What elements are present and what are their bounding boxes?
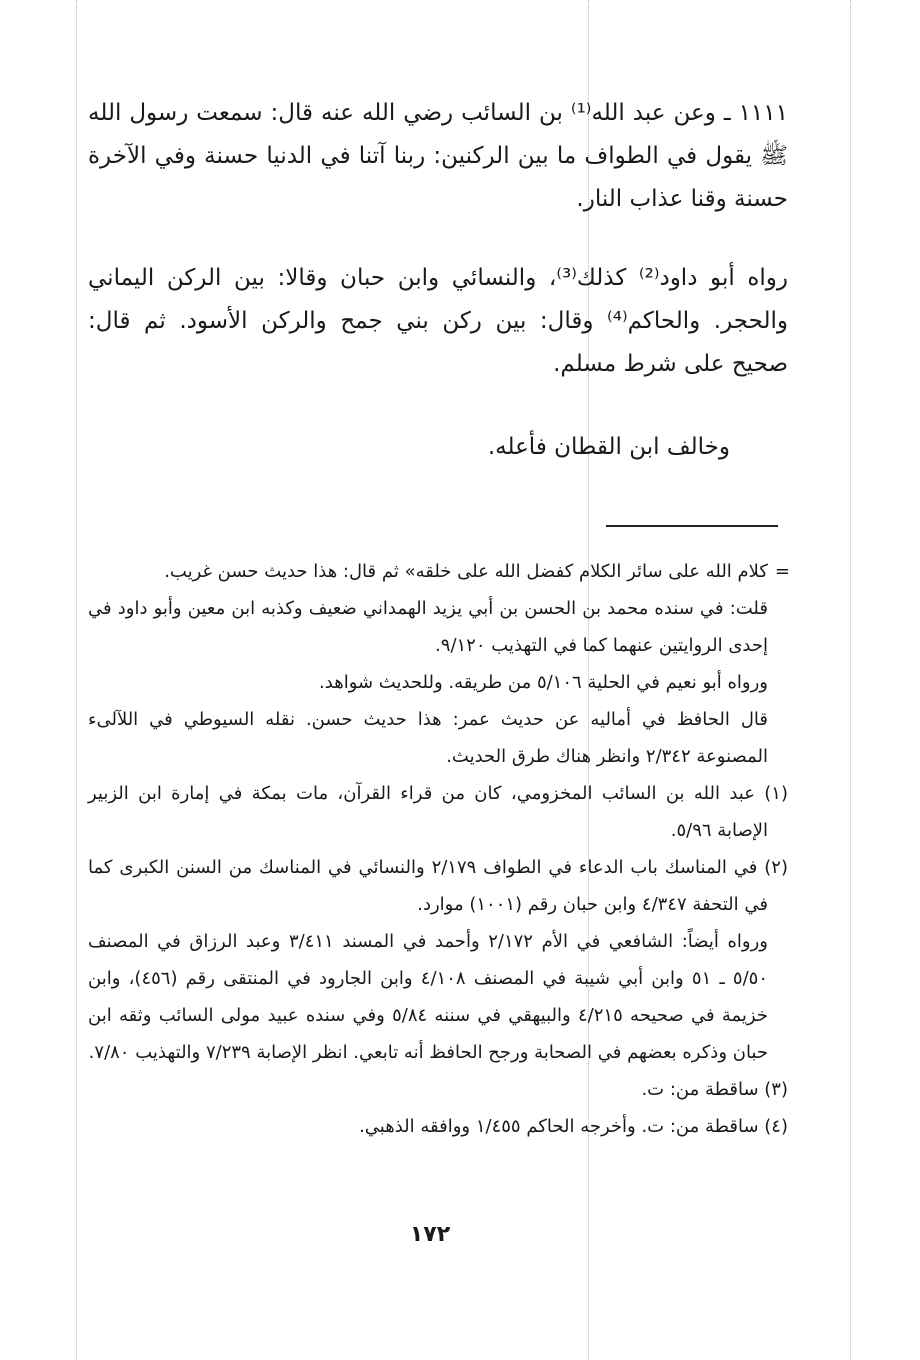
page-number: ١٧٢: [409, 1222, 451, 1247]
footnote-2: (٢) في المناسك باب الدعاء في الطواف ٢/١٧٩ والنسائي في المناسك من السنن الكبرى كما في التحفة ٤/٣٤٧ وابن حبان رقم (١٠٠١) موارد.: [88, 857, 788, 915]
footnote-4: (٤) ساقطة من: ت. وأخرجه الحاكم ١/٤٥٥ ووافقه الذهبي.: [359, 1116, 788, 1137]
footnote-2-continued: ورواه أيضاً: الشافعي في الأم ٢/١٧٢ وأحمد في المسند ٣/٤١١ وعبد الرزاق في المصنف ٥/٥٠ ـ ٥١ وابن أبي شيبة في المصنف ٤/١٠٨ وابن الجارود في المنتقى رقم (٤٥٦)، وابن خزيمة في صحيحه ٤/٢١٥ والبيهقي في سننه ٥/٨٤ وفي سنده عبيد مولى السائب وثقه ابن حبان وذكره بعضهم في الصحابة ورجح الحافظ أنه تابعي. انظر الإصابة ٧/٢٣٩ والتهذيب ٧/٨٠.: [88, 931, 769, 1063]
footnote-continuation: قلت: في سنده محمد بن الحسن بن أبي يزيد الهمداني ضعيف وكذبه ابن معين وأبو داود في إحدى الروايتين عنهما كما في التهذيب ٩/١٢٠.: [88, 598, 768, 656]
footnote-continuation: كلام الله على سائر الكلام كفضل الله على خلقه» ثم قال: هذا حديث حسن غريب.: [164, 561, 768, 582]
footnote-3: (٣) ساقطة من: ت.: [641, 1079, 788, 1100]
footnote-continuation: ورواه أبو نعيم في الحلية ٥/١٠٦ من طريقه. وللحديث شواهد.: [319, 672, 768, 693]
takhrij-comment: وخالف ابن القطان فأعله.: [487, 434, 730, 460]
footnote-continuation: قال الحافظ في أماليه عن حديث عمر: هذا حديث حسن. نقله السيوطي في اللآلىء المصنوعة ٢/٣٤٢ وانظر هناك طرق الحديث.: [88, 709, 768, 767]
continuation-mark: =: [774, 561, 790, 582]
footnote-1: (١) عبد الله بن السائب المخزومي، كان من قراء القرآن، مات بمكة في إمارة ابن الزبير الإصابة ٥/٩٦.: [88, 783, 788, 841]
scan-dotted-line: [850, 0, 851, 1360]
scan-dotted-line: [76, 0, 77, 1360]
footnotes: [88, 553, 788, 1145]
takhrij-text: رواه أبو داود⁽²⁾ كذلك⁽³⁾، والنسائي وابن حبان وقالا: بين الركن اليماني والحجر. والحاكم⁽⁴⁾ وقال: بين ركن بني جمح والركن الأسود. ثم قال: صحيح على شرط مسلم.: [88, 265, 789, 377]
page-body: [88, 92, 788, 1145]
footnote-separator: [606, 525, 778, 527]
hadith-text: ١١١١ ـ وعن عبد الله⁽¹⁾ بن السائب رضي الله عنه قال: سمعت رسول الله ﷺ يقول في الطواف ما بين الركنين: ربنا آتنا في الدنيا حسنة وفي الآخرة حسنة وقنا عذاب النار.: [88, 100, 788, 212]
